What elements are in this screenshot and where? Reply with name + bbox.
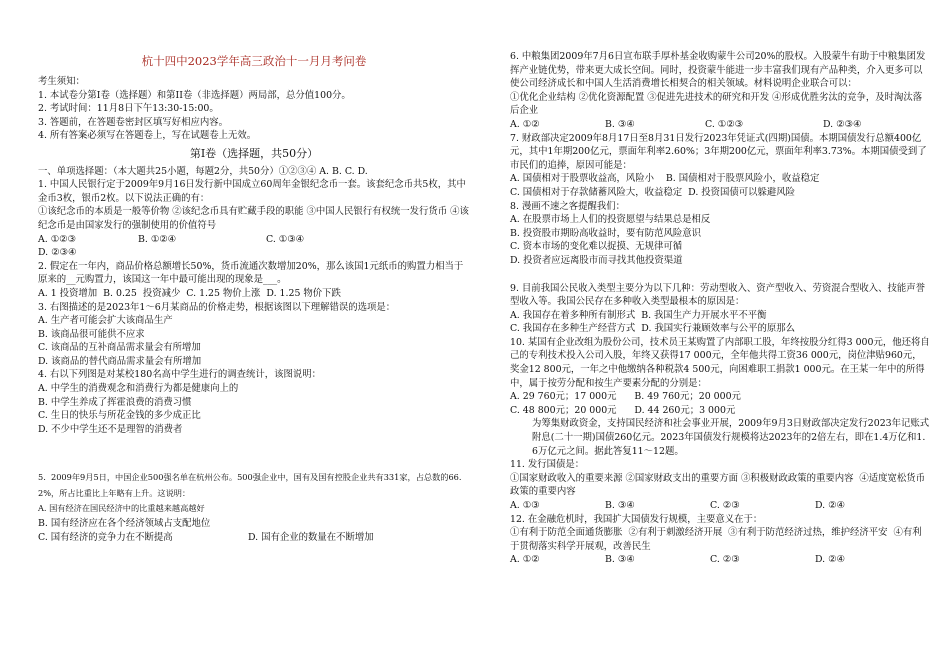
q6-option-b: B. ③④ xyxy=(605,118,635,130)
question-8: 8. 漫画不速之客提醒我们： xyxy=(510,200,626,212)
question-12: 12. 在金融危机时，我国扩大国债发行规模，主要意义在于： xyxy=(510,513,763,525)
q8-option-c: C. 资本市场的变化难以捉摸、无规律可循 xyxy=(510,241,683,253)
q11-option-c: C. ②③ xyxy=(710,500,740,511)
q8-option-b: B. 投资股市期盼高收益时，要有防范风险意识 xyxy=(510,227,701,239)
q11-option-b: B. ③④ xyxy=(605,500,635,511)
q4-option-c: C. 生日的快乐与所花金钱的多少成正比 xyxy=(38,410,201,422)
question-11-options xyxy=(510,499,930,513)
question-2-options: A. 1 投资增加 B. 0.25 投资减少 C. 1.25 物价上涨 D. 1.25 物价下跌 xyxy=(38,287,341,299)
question-11-statements: ①国家财政收入的重要来源 ②国家财政支出的重要方面 ③积极财政政策的重要内容 ④适度宽松货币政策的重要内容 xyxy=(510,472,926,498)
question-12-statements: ①有利于防范全面通货膨胀 ②有利于刺激经济开展 ③有利于防范经济过热，维护经济平安 ④有利于贯彻落实科学开展观，改善民生 xyxy=(510,527,922,552)
q6-option-d: D. ②③④ xyxy=(823,118,862,130)
question-11: 11. 发行国债是： xyxy=(510,459,585,471)
question-10: 10. 某国有企业改组为股份公司，技术员王某购置了内部职工股，年终按股分红得3 000元，他还将自己的专利技术投入公司入股，年终又获得17 000元，全年他共得工资36 000元，岗位津贴960元，奖金12 800元，一年之中他缴纳各种税款4 500元，向困难职工捐款1 000元。在王某一年中的所得中，属于按劳分配和按生产要素分配的分别是： xyxy=(510,336,930,389)
q4-option-d: D. 不少中学生还不是理智的消费者 xyxy=(38,423,183,435)
q10-options-ab: A. 29 760元；17 000元 B. 49 760元；20 000元 xyxy=(510,391,741,403)
q1-option-a: A. ①②③ xyxy=(38,233,76,245)
q6-option-c: C. ①②③ xyxy=(705,118,744,130)
q12-option-a: A. ①② xyxy=(510,554,540,566)
q5-option-b: B. 国有经济应在各个经济领域占支配地位 xyxy=(38,517,211,529)
q9-options-ab: A. 我国存在着多种所有制形式 B. 我国生产力开展水平不平衡 xyxy=(510,309,767,321)
q8-option-a: A. 在股票市场上人们的投资愿望与结果总是相反 xyxy=(510,214,711,226)
question-12-options xyxy=(510,553,930,567)
q6-option-a: A. ①② xyxy=(510,118,540,130)
left-column xyxy=(38,54,470,544)
question-4: 4. 右以下列图是对某校180名高中学生进行的调查统计，该图说明： xyxy=(38,369,321,381)
q9-options-cd: C. 我国存在多种生产经营方式 D. 我国实行兼顾效率与公平的原那么 xyxy=(510,323,796,335)
spacer xyxy=(510,268,930,282)
q12-option-c: C. ②③ xyxy=(710,554,740,566)
q12-option-b: B. ③④ xyxy=(605,554,635,566)
question-5: 5. 2009年9月5日，中国企业500强名单在杭州公布。500强企业中，国有及国有控股企业共有331家，占总数的66.2%，所占比重比上年略有上升。这说明： xyxy=(38,472,462,498)
q3-option-c: C. 该商品的互补商品需求量会有所增加 xyxy=(38,342,201,354)
question-3: 3. 右图描述的是2023年1～6月某商品的价格走势，根据该图以下理解错误的选项是： xyxy=(38,301,396,313)
exam-title: 杭十四中2023学年高三政治十一月月考问卷 xyxy=(141,54,367,68)
q11-option-a: A. ①③ xyxy=(510,500,540,511)
q4-option-a: A. 中学生的消费观念和消费行为都是健康向上的 xyxy=(38,383,239,395)
q3-option-a: A. 生产者可能会扩大该商品生产 xyxy=(38,315,173,327)
question-2: 2. 假定在一年内，商品价格总额增长50%，货币流通次数增加20%，那么该国1元纸币的购置力相当于原来的__元购置力，该国这一年中最可能出现的现象是___。 xyxy=(38,260,464,286)
notice-heading: 考生须知： xyxy=(38,76,85,87)
notice-item-2: 2. 考试时间：11月8日下午13:30-15:00。 xyxy=(38,103,219,115)
question-1-statements: ①该纪念币的本质是一般等价物 ②该纪念币具有贮藏手段的职能 ③中国人民银行有权统一发行货币 ④该纪念币是由国家发行的强制使用的价值符号 xyxy=(38,206,469,231)
q3-option-d: D. 该商品的替代商品需求量会有所增加 xyxy=(38,355,202,367)
right-column xyxy=(510,50,930,567)
q1-option-b: B. ①②④ xyxy=(138,233,177,245)
figure-gap xyxy=(38,436,470,470)
part-1-instructions: 一、单项选择题：（本大题共25小题，每题2分，共50分）①②③④ A. B. C. D. xyxy=(38,165,368,177)
question-7: 7. 财政部决定2009年8月17日至8月31日发行2023年凭证式(四期)国债。本期国债发行总额400亿元，其中1年期200亿元，票面年利率2.60%；3年期200亿元，票面年利率3.73%。本期国债受到了市民们的追捧，原因可能是： xyxy=(510,132,927,171)
q5-option-d: D. 国有企业的数量在不断增加 xyxy=(248,531,374,543)
notice-item-1: 1. 本试卷分第Ⅰ卷（选择题）和第II卷（非选择题）两局部，总分值100分。 xyxy=(38,89,351,101)
q4-option-b: B. 中学生养成了挥霍浪费的消费习惯 xyxy=(38,396,192,408)
q5-option-a: A. 国有经济在国民经济中的比重越来越高越好 xyxy=(38,503,205,514)
q11-option-d: D. ②④ xyxy=(815,500,845,511)
q12-option-d: D. ②④ xyxy=(815,554,845,566)
q1-option-d: D. ②③④ xyxy=(38,247,77,259)
question-1-options xyxy=(38,233,470,247)
question-6-options xyxy=(510,118,930,132)
section-1-heading: 第Ⅰ卷（选择题，共50分） xyxy=(189,146,319,160)
q10-options-cd: C. 48 800元；20 000元 D. 44 260元；3 000元 xyxy=(510,404,736,416)
notice-item-3: 3. 答题前，在答题卷密封区填写好相应内容。 xyxy=(38,116,229,128)
q11-12-intro: 为筹集财政资金，支持国民经济和社会事业开展，2009年9月3日财政部决定发行2023年记账式附息(二十一期)国债260亿元。2023年国债发行规模将达2023年的2倍左右，即在1.4万亿和1.6万亿元之间。据此答复11～12题。 xyxy=(532,418,930,457)
q7-options-cd: C. 国债相对于存款储蓄风险大，收益稳定 D. 投资国债可以躲避风险 xyxy=(510,186,796,198)
question-6-statements: ①优化企业结构 ②优化资源配置 ③促进先进技术的研究和开发 ④形成优胜劣汰的竞争，及时淘汰落后企业 xyxy=(510,91,923,117)
q7-options-ab: A. 国债相对于股票收益高，风险小 B. 国债相对于股票风险小，收益稳定 xyxy=(510,173,820,185)
question-9: 9. 目前我国公民收入类型主要分为以下几种：劳动型收入、资产型收入、劳资混合型收入、技能声誉型收入等。我国公民存在多种收入类型最根本的原因是： xyxy=(510,282,926,308)
q5-option-c: C. 国有经济的竞争力在不断提高 xyxy=(38,531,173,543)
question-1: 1. 中国人民银行定于2009年9月16日发行新中国成立60周年金银纪念币一套。该套纪念币共5枚，其中金币3枚，银币2枚。以下说法正确的有： xyxy=(38,179,466,204)
q1-option-c: C. ①③④ xyxy=(266,233,305,245)
notice-item-4: 4. 所有答案必须写在答题卷上，写在试题卷上无效。 xyxy=(38,130,257,142)
question-6: 6. 中粮集团2009年7月6日宣布联手厚朴基金收购蒙牛公司20%的股权。入股蒙牛有助于中粮集团发挥产业链优势，带来更大成长空间。同时，投资蒙牛能进一步丰富我们现有产品种类，介入更多可以使公司经济成长和中国人生活消费增长相契合的相关领域。材料说明企业联合可以： xyxy=(510,51,926,90)
q3-option-b: B. 该商品很可能供不应求 xyxy=(38,328,145,340)
q5-options-cd xyxy=(38,531,470,545)
q8-option-d: D. 投资者应远离股市而寻找其他投资渠道 xyxy=(510,254,683,266)
